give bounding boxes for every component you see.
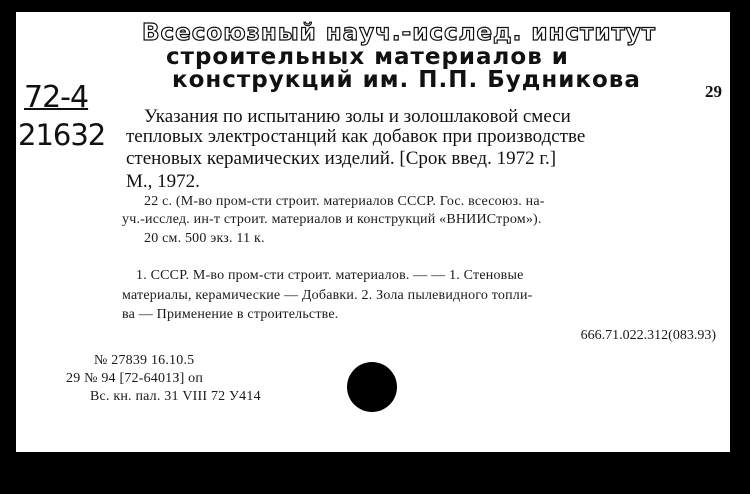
- record-line-1: № 27839 16.10.5: [94, 353, 195, 368]
- description-line-1: 22 с. (М-во пром-сти строит. материалов СССР. Гос. всесоюз. на-: [144, 194, 545, 209]
- description-line-2: уч.-исслед. ин-т строит. материалов и конструкций «ВНИИСтром»).: [122, 212, 542, 227]
- record-line-3: Вс. кн. пал. 31 VIII 72 У414: [90, 389, 261, 404]
- subjects-line-1: 1. СССР. М-во пром-сти строит. материалов. — — 1. Стеновые: [136, 268, 524, 283]
- title-line-3: стеновых керамических изделий. [Срок введ. 1972 г.]: [126, 148, 557, 169]
- handwritten-institute-line-3: конструкций им. П.П. Будникова: [172, 67, 641, 93]
- record-line-2: 29 № 94 [72-6401З] оп: [66, 371, 204, 386]
- catalog-card: [16, 12, 730, 452]
- call-number-top: 72-4: [24, 80, 89, 115]
- title-line-1: Указания по испытанию золы и золошлаковой смеси: [144, 106, 571, 127]
- handwritten-institute-line-2: строительных материалов и: [166, 44, 569, 70]
- title-line-2: тепловых электростанций как добавок при производстве: [126, 126, 586, 147]
- page-number: 29: [705, 82, 722, 101]
- handwritten-institute-line-1: Всесоюзный науч.-исслед. институт: [142, 20, 657, 46]
- subjects-line-2: материалы, керамические — Добавки. 2. Зола пылевидного топли-: [122, 288, 533, 303]
- udc-code: 666.71.022.312(083.93): [580, 328, 716, 343]
- title-line-4: М., 1972.: [126, 171, 200, 192]
- call-number-bottom: 21632: [18, 118, 106, 152]
- description-line-3: 20 см. 500 экз. 11 к.: [144, 231, 265, 246]
- subjects-line-3: ва — Применение в строительстве.: [122, 307, 339, 322]
- punch-hole: [347, 362, 397, 412]
